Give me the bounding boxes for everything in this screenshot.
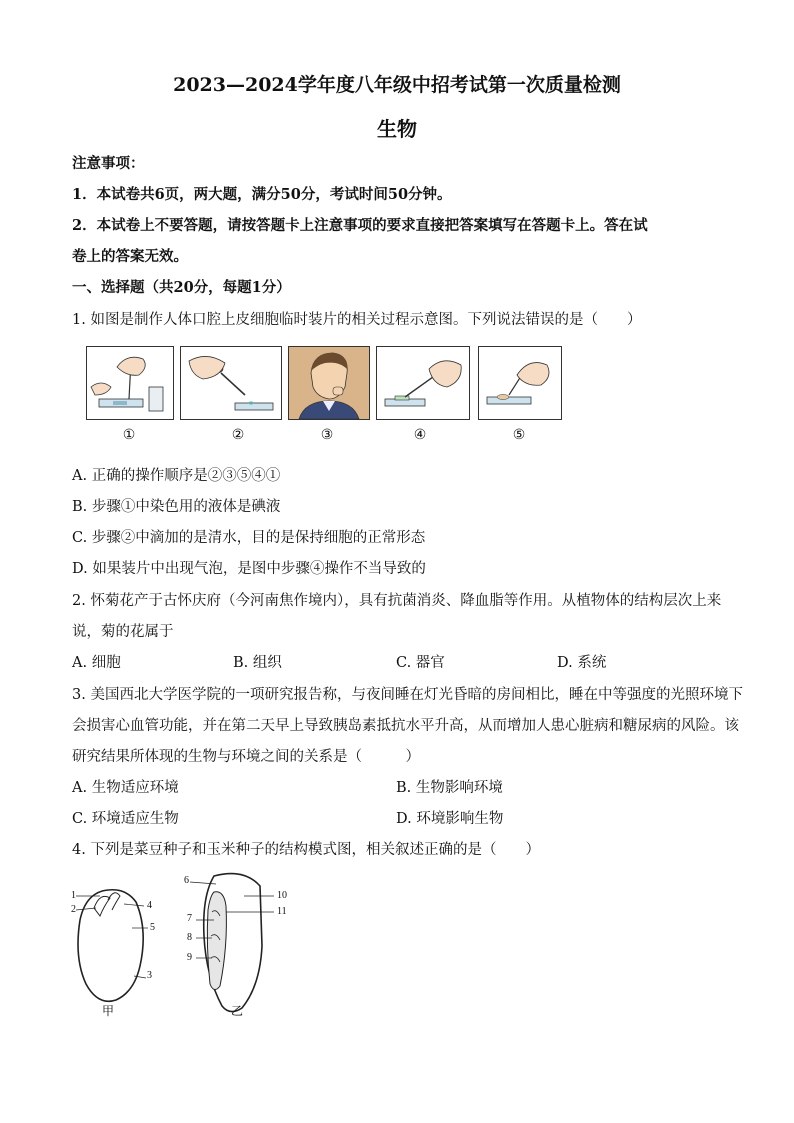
q3-option-d: D. 环境影响生物 — [396, 811, 504, 827]
step-3-label: ③ — [320, 427, 334, 443]
q2-option-d: D. 系统 — [557, 655, 607, 671]
q4-stem: 4. 下列是菜豆种子和玉米种子的结构模式图，相关叙述正确的是（ ） — [72, 842, 540, 858]
exam-title: 2023—2024学年度八年级中招考试第一次质量检测 — [173, 74, 621, 96]
notice-heading: 注意事项： — [72, 155, 145, 172]
corn-label-8: 8 — [187, 932, 192, 943]
bean-label-3: 3 — [147, 970, 152, 981]
q3-option-b: B. 生物影响环境 — [396, 780, 503, 796]
corn-label-10: 10 — [277, 890, 287, 901]
q2-option-a: A. 细胞 — [72, 655, 121, 671]
q3-option-a: A. 生物适应环境 — [72, 780, 179, 796]
q1-option-d: D. 如果装片中出现气泡，是图中步骤④操作不当导致的 — [72, 561, 426, 577]
step-1-label: ① — [122, 427, 136, 443]
corn-label-9: 9 — [187, 952, 192, 963]
q1-stem: 1. 如图是制作人体口腔上皮细胞临时装片的相关过程示意图。下列说法错误的是（ ） — [72, 312, 642, 328]
step-5-image — [478, 346, 562, 420]
bean-label-5: 5 — [150, 922, 155, 933]
q1-option-a: A. 正确的操作顺序是②③⑤④① — [72, 468, 281, 484]
corn-label-11: 11 — [277, 906, 287, 917]
q1-option-c: C. 步骤②中滴加的是清水，目的是保持细胞的正常形态 — [72, 530, 426, 546]
subject-title: 生物 — [377, 117, 417, 141]
seed-diagrams — [64, 866, 304, 1026]
q3-option-c: C. 环境适应生物 — [72, 811, 179, 827]
q1-option-b: B. 步骤①中染色用的液体是碘液 — [72, 499, 281, 515]
step-3-image — [288, 346, 370, 420]
step-2-image — [180, 346, 282, 420]
bean-label-1: 1 — [71, 890, 76, 901]
corn-caption: 乙 — [231, 1004, 244, 1018]
q2-stem-line-2: 说，菊的花属于 — [72, 624, 174, 640]
step-4-image — [376, 346, 470, 420]
bean-caption: 甲 — [102, 1004, 115, 1018]
step-4-label: ④ — [413, 427, 427, 443]
q2-option-b: B. 组织 — [233, 655, 282, 671]
notice-item-1: 1．本试卷共6页，两大题，满分50分，考试时间50分钟。 — [72, 186, 452, 203]
notice-item-2: 2．本试卷上不要答题，请按答题卡上注意事项的要求直接把答案填写在答题卡上。答在试 — [72, 217, 648, 234]
bean-label-4: 4 — [147, 900, 152, 911]
step-5-label: ⑤ — [512, 427, 526, 443]
q3-stem-line-1: 3. 美国西北大学医学院的一项研究报告称，与夜间睡在灯光昏暗的房间相比，睡在中等强度的光照环境下 — [72, 687, 743, 703]
step-2-label: ② — [231, 427, 245, 443]
step-1-image — [86, 346, 174, 420]
q2-stem-line-1: 2. 怀菊花产于古怀庆府（今河南焦作境内），具有抗菌消炎、降血脂等作用。从植物体的结构层次上来 — [72, 593, 722, 609]
q3-stem-line-2: 会损害心血管功能，并在第二天早上导致胰岛素抵抗水平升高，从而增加人患心脏病和糖尿病的风险。该 — [72, 718, 739, 734]
q2-option-c: C. 器官 — [396, 655, 445, 671]
q3-stem-line-3: 研究结果所体现的生物与环境之间的关系是（ ） — [72, 749, 420, 765]
corn-label-7: 7 — [187, 913, 192, 924]
notice-item-2-cont: 卷上的答案无效。 — [72, 248, 188, 265]
corn-label-6: 6 — [184, 875, 189, 886]
bean-label-2: 2 — [71, 904, 76, 915]
section-heading: 一、选择题（共20分，每题1分） — [72, 279, 291, 296]
